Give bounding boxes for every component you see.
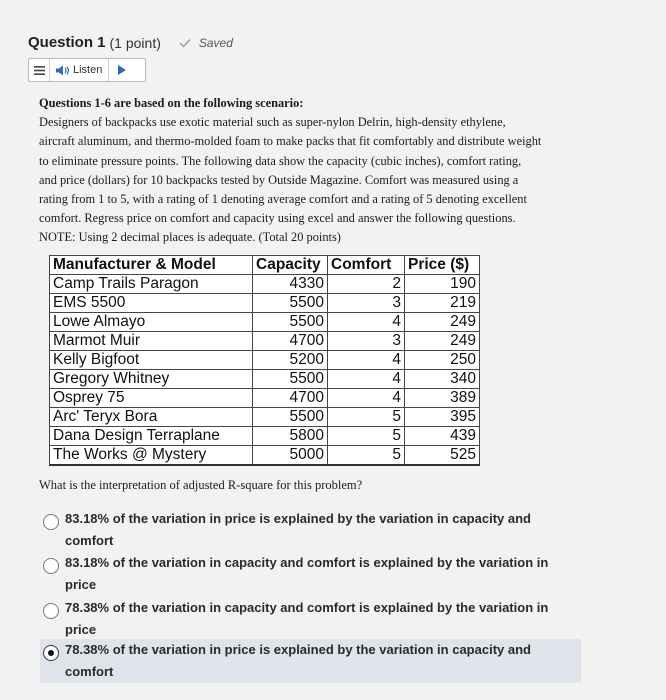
cell-price: 219 xyxy=(405,294,480,313)
listen-button[interactable] xyxy=(50,59,109,81)
listen-label: Listen xyxy=(73,64,103,76)
table-row xyxy=(50,351,480,370)
table-header-row xyxy=(50,256,480,275)
saved-status xyxy=(179,36,233,50)
scenario-line: and price (dollars) for 10 backpacks tested by Outside Magazine. Comfort was measured using a xyxy=(39,172,519,187)
option-text: 83.18% of the variation in capacity and comfort is explained by the variation in price xyxy=(65,555,549,592)
cell-manufacturer: The Works @ Mystery xyxy=(50,446,253,466)
question-title: Question 1 xyxy=(28,34,106,51)
cell-capacity: 5500 xyxy=(253,370,328,389)
radio-button[interactable] xyxy=(43,603,59,619)
cell-manufacturer: Dana Design Terraplane xyxy=(50,427,253,446)
answer-option-a[interactable] xyxy=(40,508,581,552)
cell-price: 250 xyxy=(405,351,480,370)
cell-price: 249 xyxy=(405,332,480,351)
cell-manufacturer: Lowe Almayo xyxy=(50,313,253,332)
table-row xyxy=(50,370,480,389)
table-row xyxy=(50,294,480,313)
cell-price: 389 xyxy=(405,389,480,408)
cell-comfort: 5 xyxy=(328,427,405,446)
cell-capacity: 5000 xyxy=(253,446,328,466)
scenario-line: aircraft aluminum, and thermo-molded foam to make packs that fit comfortably and distribute weight xyxy=(39,134,542,149)
table-row xyxy=(50,332,480,351)
cell-manufacturer: Marmot Muir xyxy=(50,332,253,351)
scenario-heading: Questions 1-6 are based on the following scenario: xyxy=(39,96,304,110)
cell-capacity: 5500 xyxy=(253,294,328,313)
answer-option-c[interactable] xyxy=(40,597,581,641)
question-prompt: What is the interpretation of adjusted R-square for this problem? xyxy=(39,478,363,492)
backpack-data-table xyxy=(49,255,480,466)
radio-button[interactable] xyxy=(43,514,59,530)
cell-comfort: 5 xyxy=(328,446,405,466)
table-row xyxy=(50,427,480,446)
cell-price: 395 xyxy=(405,408,480,427)
cell-manufacturer: Camp Trails Paragon xyxy=(50,275,253,294)
option-text: 83.18% of the variation in price is explained by the variation in capacity and comfort xyxy=(65,511,531,548)
scenario-line: NOTE: Using 2 decimal places is adequate. (Total 20 points) xyxy=(39,230,341,245)
cell-comfort: 5 xyxy=(328,408,405,427)
cell-comfort: 4 xyxy=(328,389,405,408)
speaker-icon xyxy=(56,65,70,76)
checkmark-icon xyxy=(179,38,191,48)
header-manufacturer: Manufacturer & Model xyxy=(50,256,253,275)
cell-comfort: 2 xyxy=(328,275,405,294)
question-points: (1 point) xyxy=(109,34,161,51)
cell-comfort: 4 xyxy=(328,370,405,389)
header-capacity: Capacity xyxy=(253,256,328,275)
cell-capacity: 4330 xyxy=(253,275,328,294)
radio-button-selected[interactable] xyxy=(43,645,59,661)
cell-manufacturer: Arc' Teryx Bora xyxy=(50,408,253,427)
cell-capacity: 5500 xyxy=(253,313,328,332)
play-button[interactable] xyxy=(109,59,135,81)
cell-price: 249 xyxy=(405,313,480,332)
cell-comfort: 3 xyxy=(328,294,405,313)
table-row xyxy=(50,275,480,294)
cell-manufacturer: Kelly Bigfoot xyxy=(50,351,253,370)
header-comfort: Comfort xyxy=(328,256,405,275)
scenario-line: Designers of backpacks use exotic material such as super-nylon Delrin, high-density ethylene, xyxy=(39,115,506,130)
answer-option-d[interactable] xyxy=(40,639,581,683)
menu-button[interactable] xyxy=(29,59,50,81)
cell-capacity: 5500 xyxy=(253,408,328,427)
table-row xyxy=(50,446,480,466)
cell-manufacturer: Gregory Whitney xyxy=(50,370,253,389)
cell-price: 190 xyxy=(405,275,480,294)
hamburger-icon xyxy=(34,66,45,75)
cell-capacity: 5800 xyxy=(253,427,328,446)
table-row xyxy=(50,408,480,427)
cell-capacity: 4700 xyxy=(253,389,328,408)
cell-price: 340 xyxy=(405,370,480,389)
cell-manufacturer: Osprey 75 xyxy=(50,389,253,408)
saved-label: Saved xyxy=(198,35,233,50)
scenario-text xyxy=(39,94,591,248)
table-row xyxy=(50,313,480,332)
cell-price: 439 xyxy=(405,427,480,446)
cell-capacity: 5200 xyxy=(253,351,328,370)
option-text: 78.38% of the variation in price is explained by the variation in capacity and comfort xyxy=(65,642,531,679)
scenario-line: rating from 1 to 5, with a rating of 1 denoting average comfort and a rating of 5 denoting excellent xyxy=(39,192,527,207)
question-header xyxy=(28,34,233,51)
option-text: 78.38% of the variation in capacity and comfort is explained by the variation in price xyxy=(65,600,549,637)
listen-toolbar xyxy=(28,58,146,82)
cell-comfort: 4 xyxy=(328,351,405,370)
scenario-line: comfort. Regress price on comfort and capacity using excel and answer the following questions. xyxy=(39,211,516,226)
radio-button[interactable] xyxy=(43,558,59,574)
cell-comfort: 3 xyxy=(328,332,405,351)
cell-comfort: 4 xyxy=(328,313,405,332)
cell-capacity: 4700 xyxy=(253,332,328,351)
cell-manufacturer: EMS 5500 xyxy=(50,294,253,313)
scenario-line: to eliminate pressure points. The following data show the capacity (cubic inches), comfort rating, xyxy=(39,153,522,168)
header-price: Price ($) xyxy=(405,256,480,275)
answer-option-b[interactable] xyxy=(40,552,581,596)
table-row xyxy=(50,389,480,408)
cell-price: 525 xyxy=(405,446,480,466)
play-icon xyxy=(118,65,126,75)
